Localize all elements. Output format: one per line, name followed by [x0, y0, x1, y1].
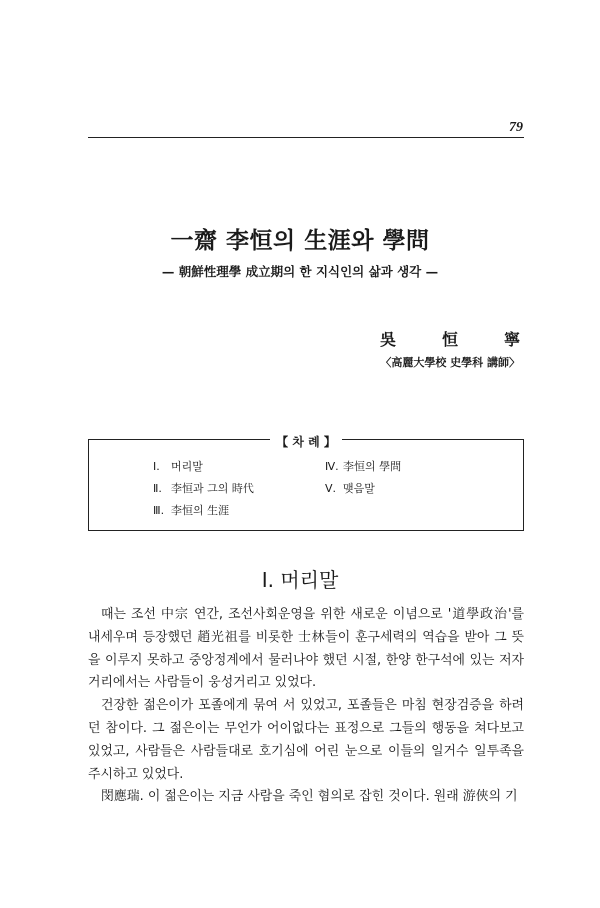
author-name	[380, 327, 520, 350]
paragraph: 건장한 젊은이가 포졸에게 묶여 서 있었고, 포졸들은 마침 현장검증을 하려던 참이다. 그 젊은이는 무언가 어이없다는 표정으로 그들의 행동을 쳐다보고 있었고, 사람들은 사람들대로 호기심에 어린 눈으로 이들의 일거수 일투족을 주시하고 있었다.	[88, 698, 524, 782]
author-name-char: 恒	[441, 330, 458, 349]
toc-item: Ⅲ. 李恒의 生涯	[153, 504, 230, 517]
toc-item: Ⅴ. 맺음말	[325, 482, 375, 495]
body-text	[88, 604, 524, 809]
paragraph: 때는 조선 中宗 연간, 조선사회운영을 위한 새로운 이념으로 '道學政治'를 내세우며 등장했던 趙光祖를 비롯한 士林들이 훈구세력의 역습을 받아 그 뜻을 이루지 못하고 중앙정계에서 물러나야 했던 시절, 한양 한구석에 있는 저자거리에서는 사람들이 웅성거리고 있었다.	[88, 607, 524, 691]
toc-item: Ⅱ. 李恒과 그의 時代	[153, 482, 254, 495]
header-rule	[88, 137, 524, 138]
section-heading: Ⅰ. 머리말	[261, 568, 339, 592]
page-number: 79	[509, 120, 523, 135]
paragraph: 閔應瑞. 이 젊은이는 지금 사람을 죽인 혐의로 잡힌 것이다. 원래 游俠의 기	[101, 789, 518, 805]
table-of-contents	[88, 435, 524, 531]
article-subtitle: — 朝鮮性理學 成立期의 한 지식인의 삶과 생각 —	[161, 264, 439, 279]
toc-heading: 【 차 례 】	[89, 431, 523, 450]
author-affiliation: 〈高麗大學校 史學科 講師〉	[380, 356, 520, 369]
author-name-char: 寧	[503, 330, 520, 349]
toc-item: Ⅰ. 머리말	[153, 460, 203, 473]
article-title: 一齋 李恒의 生涯와 學問	[170, 227, 430, 254]
author-name-char: 吳	[380, 330, 397, 349]
toc-item: Ⅳ. 李恒의 學問	[325, 460, 402, 473]
